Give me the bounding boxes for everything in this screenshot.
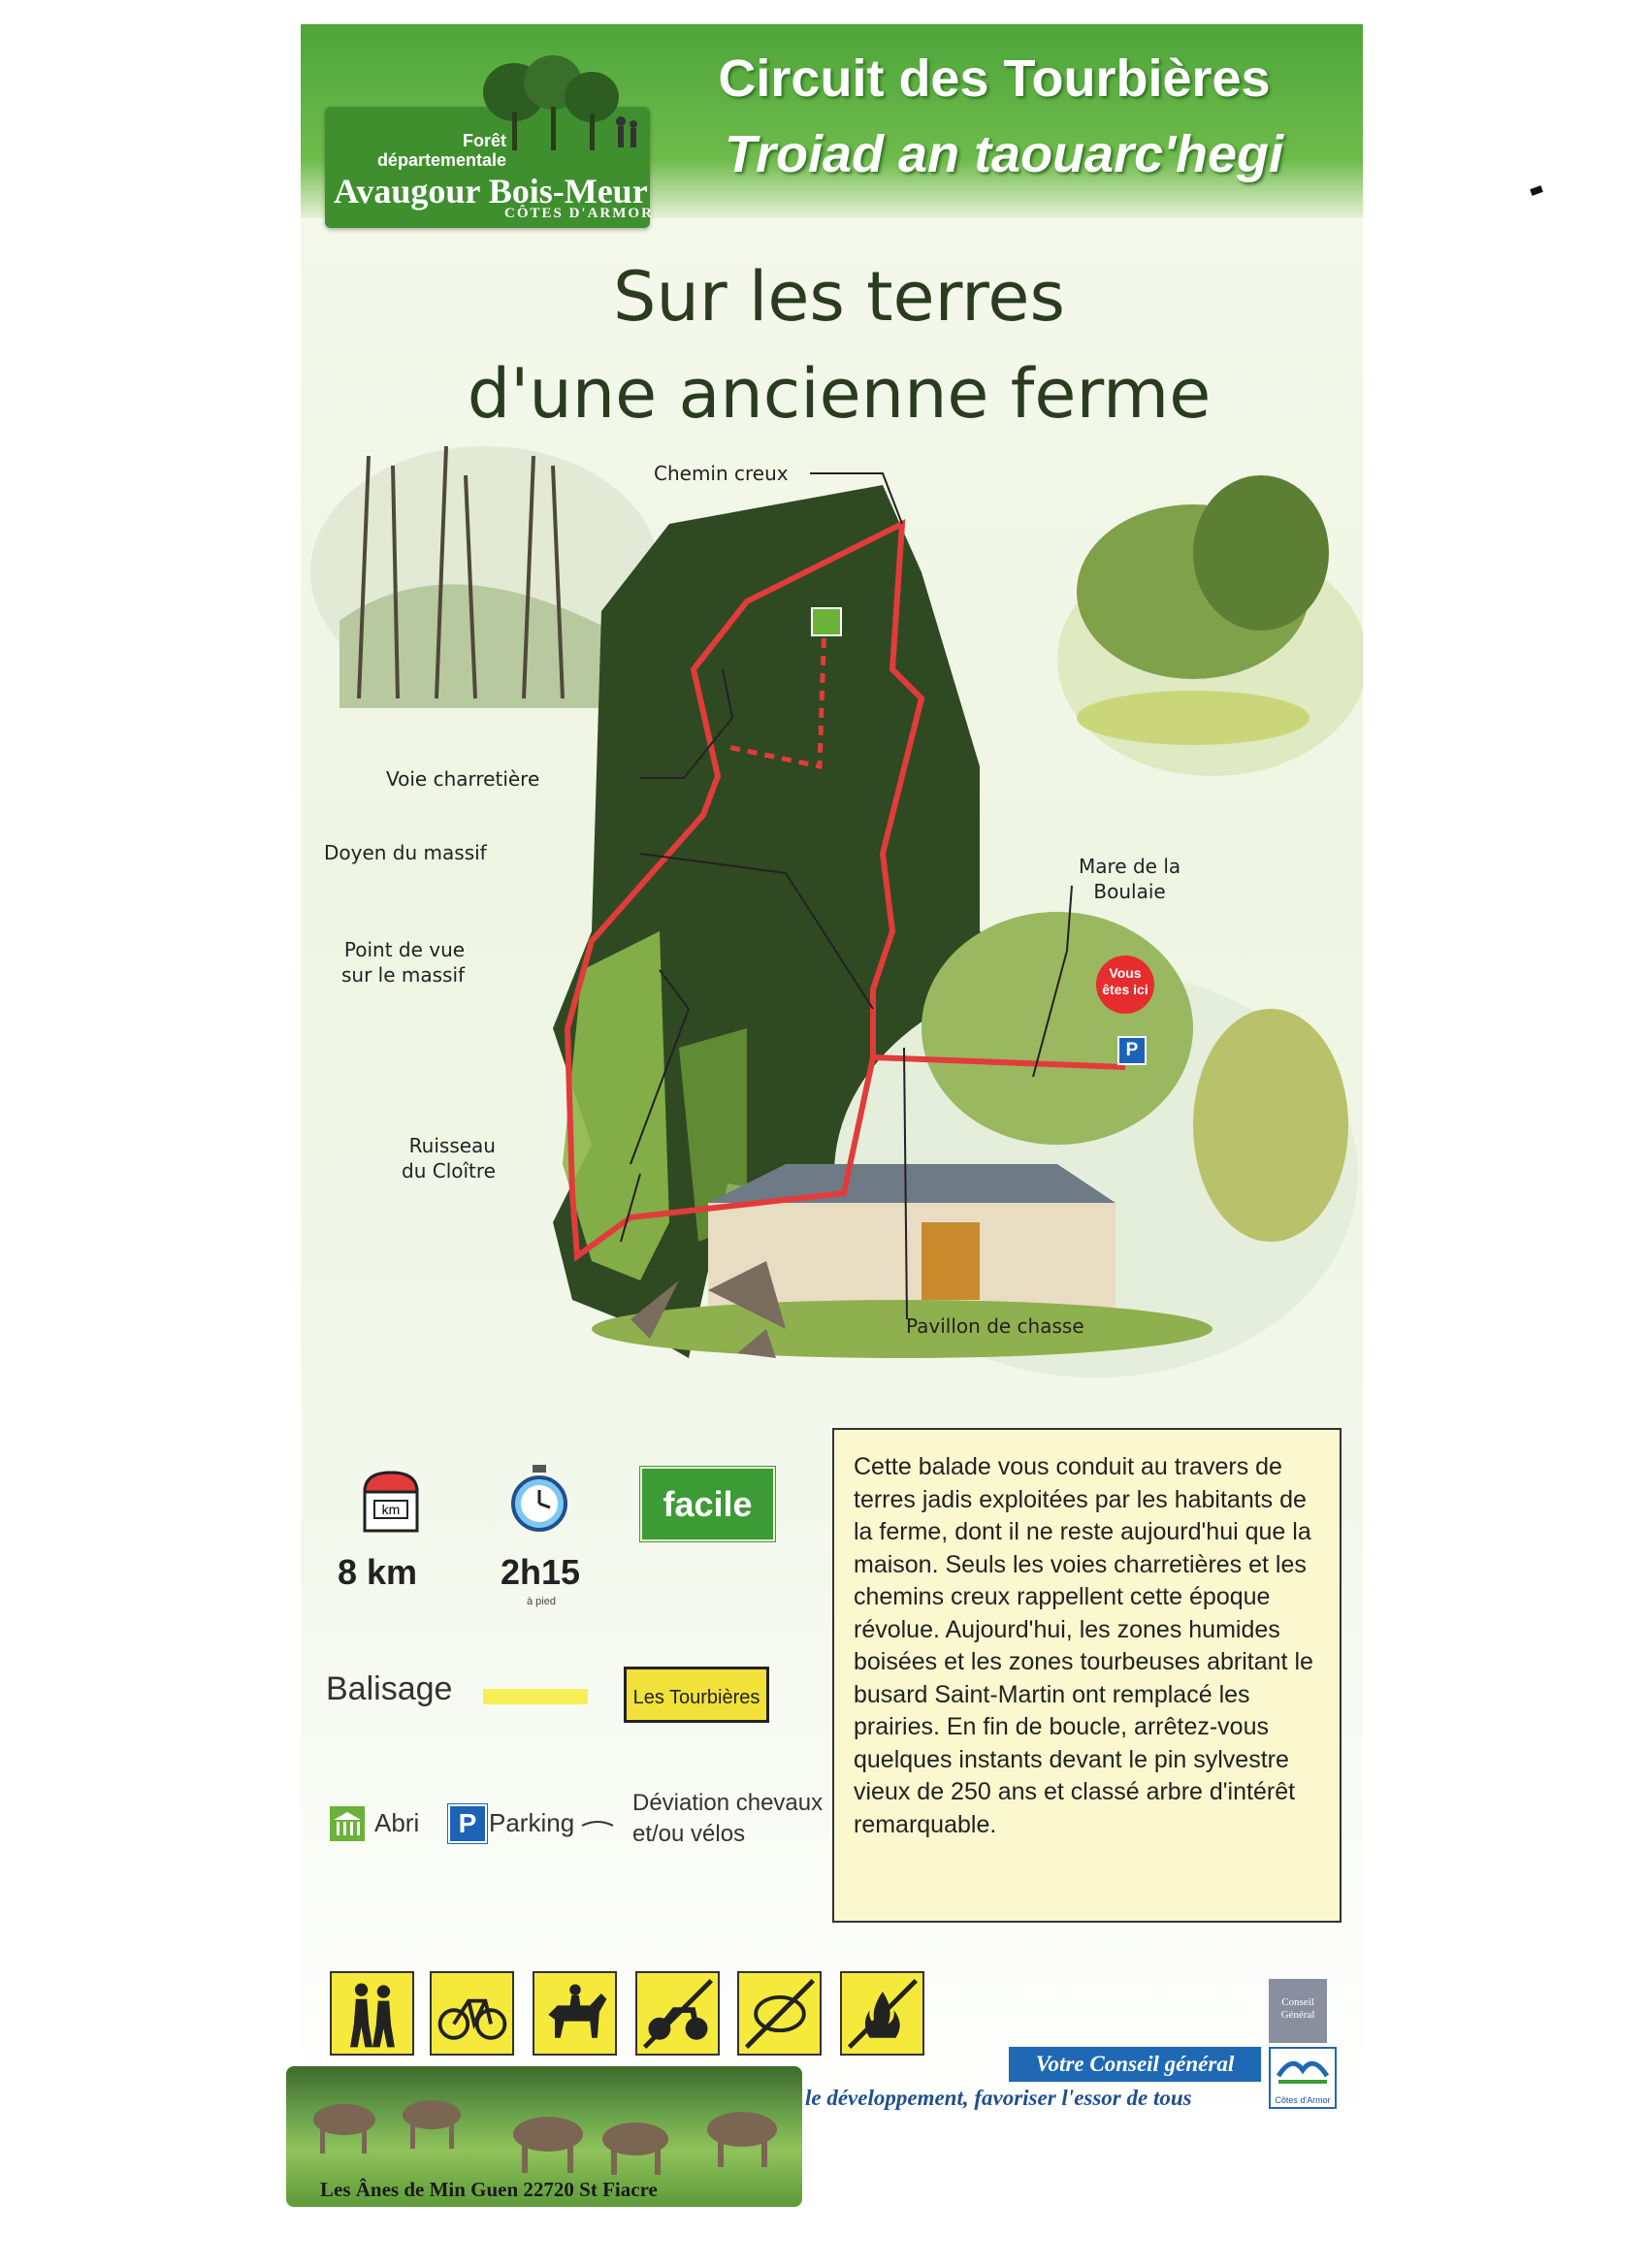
duration-value: 2h15: [501, 1552, 581, 1592]
horse-riding-icon: [533, 1971, 617, 2056]
label-point-de-vue: Point de vue sur le massif: [341, 938, 466, 987]
you-are-here-marker: Vous êtes ici: [1096, 956, 1154, 1014]
stopwatch-icon: [509, 1463, 569, 1533]
shelter-marker-icon: [811, 607, 842, 636]
description-text: Cette balade vous conduit au travers de terres jadis exploitées par les habitants de la ferme, dont il ne reste aujourd'hui que la maison. Seuls les voies charretières et les chemins creux rappellent cette époque révolue. Aujourd'hui, les zones humides boisées et les zones tourbeuses abritant le busard Saint-Martin ont remplacé les prairies. En fin de boucle, arrêtez-vous quelques instants devant le pin sylvestre vieux de 250 ans et classé arbre d'intérêt remarquable.: [854, 1453, 1313, 1838]
page-title: Circuit des Tourbières: [718, 49, 1271, 108]
km-badge-label: km: [381, 1502, 401, 1517]
balisage-label: Balisage: [326, 1670, 453, 1707]
logo-name: Avaugour Bois-Meur: [334, 172, 648, 211]
trail-map: [301, 427, 1363, 1397]
label-doyen-du-massif: Doyen du massif: [324, 841, 487, 864]
no-fire-icon: [840, 1971, 924, 2056]
label-mare: Mare de la Boulaie: [1079, 855, 1181, 903]
label-chemin-creux: Chemin creux: [654, 462, 789, 485]
description-box: [832, 1428, 1342, 1923]
legend-abri: Abri: [374, 1808, 420, 1837]
bicycle-icon: [430, 1971, 514, 2056]
cotes-armor-wave-icon: [1271, 2049, 1335, 2088]
conseil-general-band: Votre Conseil général: [1009, 2047, 1261, 2082]
legend-parking: Parking: [489, 1808, 575, 1837]
hikers-icon: [330, 1971, 414, 2056]
km-marker-icon: [357, 1468, 425, 1536]
page-title-breton: Troiad an taouarc'hegi: [725, 125, 1283, 183]
parking-icon: P: [448, 1804, 487, 1843]
conseil-general-slogan: le développement, favoriser l'essor de tous: [805, 2086, 1192, 2110]
scan-mark: [1530, 185, 1543, 196]
balisage-color-swatch: [483, 1689, 588, 1704]
difficulty-badge: facile: [640, 1467, 775, 1541]
cotes-armor-logo-text: Côtes d'Armor: [1275, 2095, 1331, 2105]
legend-deviation: Déviation chevaux et/ou vélos: [632, 1790, 824, 1847]
donkey-caption: Les Ânes de Min Guen 22720 St Fiacre: [320, 2178, 658, 2201]
label-voie-charretiere: Voie charretière: [386, 767, 540, 791]
label-pavillon: Pavillon de chasse: [906, 1314, 1084, 1338]
conseil-general-badge: Conseil Général: [1269, 1979, 1327, 2043]
pond-illustration: [1057, 475, 1363, 776]
distance-value: 8 km: [338, 1552, 418, 1592]
shelter-icon: [330, 1806, 365, 1841]
logo-subtitle: Forêt départementale: [376, 131, 506, 170]
subtitle-line-2: d'une ancienne ferme: [467, 354, 1212, 434]
no-littering-icon: [737, 1971, 822, 2056]
logo-region: CÔTES D'ARMOR: [504, 206, 654, 221]
label-ruisseau: Ruisseau du Cloître: [402, 1134, 496, 1183]
subtitle-line-1: Sur les terres: [613, 257, 1065, 337]
parking-marker-icon: P: [1117, 1036, 1147, 1065]
no-motorbike-icon: [635, 1971, 720, 2056]
trail-sign: Les Tourbières: [624, 1667, 769, 1723]
deviation-line-icon: [580, 1816, 615, 1831]
duration-note: à pied: [527, 1596, 556, 1607]
